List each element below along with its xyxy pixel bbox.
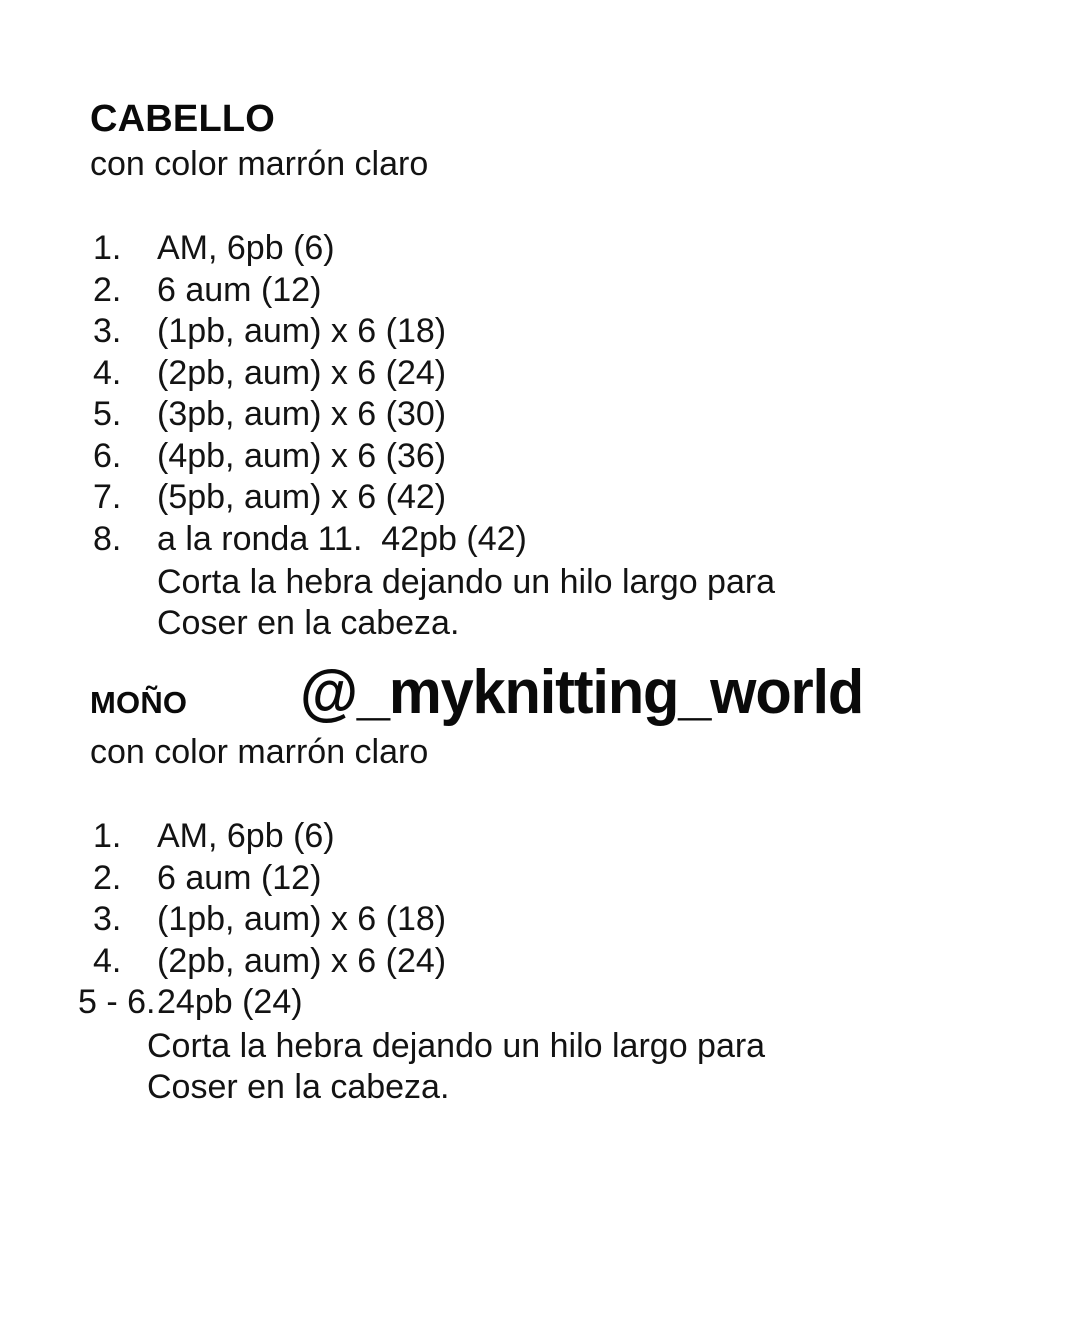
- step-number: 4.: [93, 353, 122, 392]
- step-number: 1.: [93, 229, 122, 267]
- steps-list-mono: [78, 816, 447, 1024]
- list-item: [93, 899, 446, 941]
- step-number: 6.: [93, 436, 122, 475]
- list-item: [93, 311, 527, 353]
- step-number: 8.: [93, 519, 122, 558]
- note-cabello-line-1: Corta la hebra dejando un hilo largo para: [157, 563, 776, 601]
- step-text: 6 aum (12): [157, 858, 322, 897]
- list-item: [93, 858, 446, 900]
- list-item: [93, 353, 527, 395]
- list-item: [93, 270, 527, 312]
- list-item: [93, 436, 527, 478]
- step-text: (5pb, aum) x 6 (42): [157, 478, 447, 516]
- list-item: [93, 816, 446, 858]
- step-number: 2.: [93, 858, 122, 897]
- list-item: [93, 477, 527, 519]
- step-text: 6 aum (12): [157, 270, 322, 309]
- step-text: AM, 6pb (6): [157, 229, 335, 267]
- step-number: 1.: [93, 817, 122, 855]
- step-number: 3.: [93, 312, 122, 350]
- step-text: a la ronda 11. 42pb (42): [157, 519, 527, 558]
- note-mono-line-1: Corta la hebra dejando un hilo largo para: [147, 1027, 766, 1065]
- note-cabello-line-2: Coser en la cabeza.: [157, 604, 460, 642]
- section-subtitle-mono: con color marrón claro: [90, 733, 429, 771]
- steps-list-cabello: [93, 228, 527, 560]
- list-item: [93, 519, 527, 561]
- section-title-mono: MOÑO: [90, 685, 188, 720]
- step-text: (3pb, aum) x 6 (30): [157, 395, 447, 433]
- step-text: 24pb (24): [157, 983, 303, 1021]
- list-item: [78, 982, 446, 1024]
- note-mono-line-2: Coser en la cabeza.: [147, 1068, 450, 1106]
- step-number: 7.: [93, 478, 122, 516]
- section-subtitle-cabello: con color marrón claro: [90, 145, 429, 183]
- step-text: (1pb, aum) x 6 (18): [157, 312, 447, 350]
- step-number: 4.: [93, 941, 122, 980]
- step-text: (2pb, aum) x 6 (24): [157, 941, 447, 980]
- step-text: (2pb, aum) x 6 (24): [157, 353, 447, 392]
- list-item: [93, 941, 446, 983]
- step-text: AM, 6pb (6): [157, 817, 335, 855]
- step-number: 2.: [93, 270, 122, 309]
- step-number: 5 - 6.: [78, 983, 156, 1021]
- step-number: 5.: [93, 395, 122, 433]
- list-item: [93, 394, 527, 436]
- step-number: 3.: [93, 900, 122, 938]
- step-text: (1pb, aum) x 6 (18): [157, 900, 447, 938]
- section-title-cabello: CABELLO: [90, 98, 276, 140]
- list-item: [93, 228, 527, 270]
- watermark-handle: @_myknitting_world: [300, 658, 864, 727]
- step-text: (4pb, aum) x 6 (36): [157, 436, 447, 475]
